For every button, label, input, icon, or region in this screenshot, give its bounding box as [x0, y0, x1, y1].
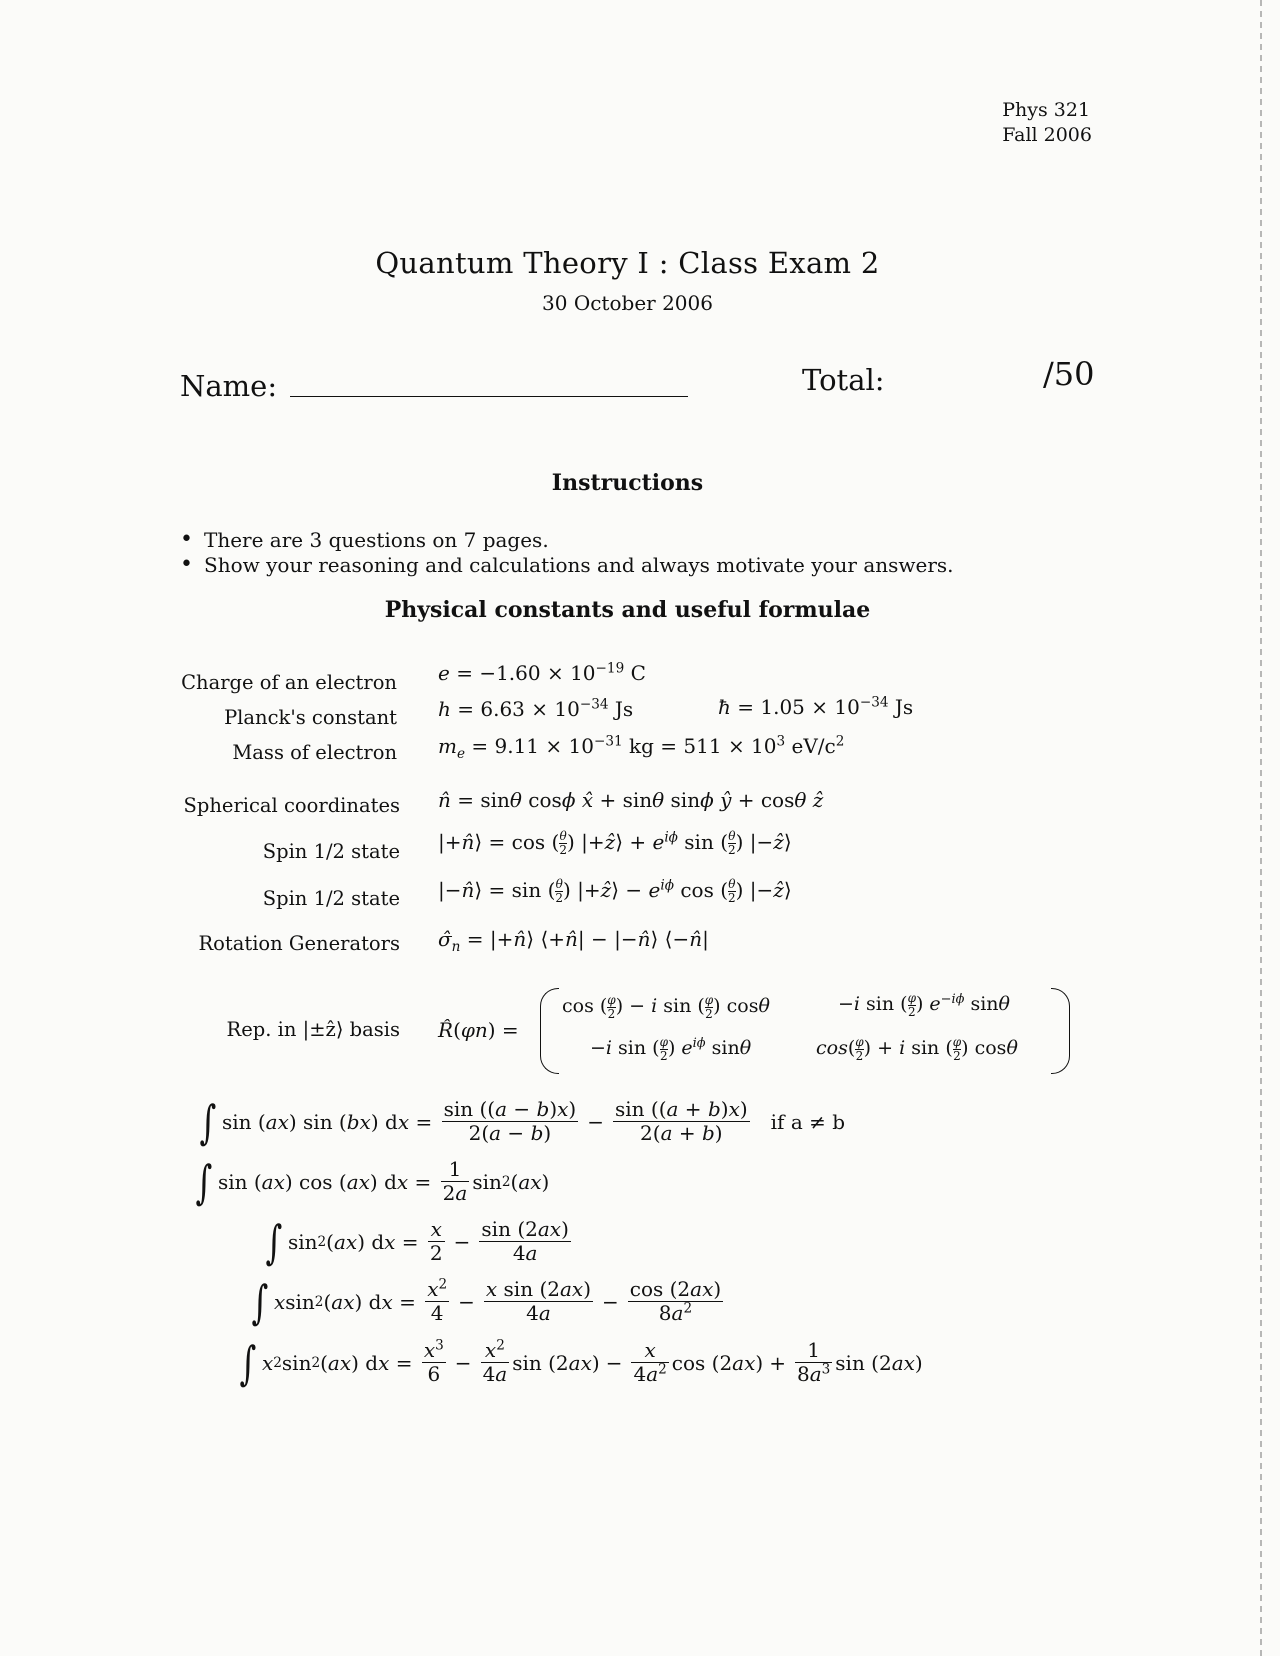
formula-planck-h: $h = 6.63 \times 10^{-34}$ Js — [438, 696, 634, 721]
instructions-list — [178, 528, 954, 578]
instruction-item: • Show your reasoning and calculations and always motivate your answers. — [178, 553, 954, 578]
label-charge: Charge of an electron — [181, 671, 397, 694]
formula-rotation: $\sigmâ_n$ = |+n̂⟩ ⟨+n̂| − |−n̂⟩ ⟨−n̂| — [438, 927, 709, 955]
exam-title: Quantum Theory I : Class Exam 2 — [375, 246, 880, 280]
integral-sign-icon: ∫ — [265, 1214, 283, 1269]
integral-sign-icon: ∫ — [239, 1335, 257, 1390]
label-spin-down: Spin 1/2 state — [262, 887, 400, 910]
instruction-item: • There are 3 questions on 7 pages. — [178, 528, 954, 553]
label-rotation: Rotation Generators — [198, 932, 400, 955]
matrix-cell-11: cos ( $\frac{\varphi}{2}$ ) − i sin ( $\frac{\varphi}{2}$ ) cosθ — [562, 993, 770, 1021]
label-planck: Planck's constant — [224, 706, 397, 729]
constants-heading: Physical constants and useful formulae — [384, 597, 871, 623]
integral-sign-icon: ∫ — [199, 1094, 217, 1149]
formula-planck-hbar: ħ = $1.05 \times 10^{-34}$ Js — [718, 694, 914, 719]
matrix-right-paren — [1051, 988, 1070, 1074]
total-label: Total: — [802, 363, 885, 397]
matrix-cell-22: cos( $\frac{\varphi}{2}$ ) + i sin ( $\frac{\varphi}{2}$ ) cosθ — [816, 1035, 1018, 1063]
integral-x2-sin-squared: ∫ x 2 sin 2 ( ax ) d x = $\frac{x^3}{6}$ − $\frac{x^2}{4a}$ sin (2 ax ) − $\frac{x}{4a^2}$ cos (2 ax ) + $\frac{1}{8a^3}$ sin (2 ax ) — [239, 1335, 923, 1390]
label-spin-up: Spin 1/2 state — [262, 840, 400, 863]
course-code: Phys 321 — [1002, 99, 1091, 121]
label-mass: Mass of electron — [232, 741, 397, 764]
name-label: Name: — [180, 369, 278, 403]
formula-mass: $m_e = 9.11 \times 10^{-31}$ kg = $511 \times 10^3$ $eV/c^2$ — [438, 733, 845, 762]
formula-spin-up: |+n̂⟩ = cos ( $\frac{\theta}{2}$ ) |+ẑ⟩ + $e^{i\phi}$ sin ( $\frac{\theta}{2}$ ) |−ẑ⟩ — [438, 829, 792, 857]
formula-rep-lhs: R̂(φn) = — [438, 1018, 519, 1042]
label-spherical: Spherical coordinates — [183, 794, 400, 817]
integral-sign-icon: ∫ — [251, 1274, 269, 1329]
integral-sin-cos: ∫ sin ( ax ) cos ( ax ) d x = $\frac{1}{2a}$ sin 2 ( ax ) — [195, 1154, 550, 1209]
integral-sin-sin: ∫ sin ( ax ) sin ( bx ) d x = $\frac{\sin ((a - b)x)}{2(a - b)}$ − $\frac{\sin ((a + b)x)}{2(a + b)}$ if a ≠ b — [199, 1094, 846, 1149]
total-score: /50 — [1043, 355, 1095, 393]
exam-date: 30 October 2006 — [542, 291, 713, 315]
formula-spin-down: |−n̂⟩ = sin ( $\frac{\theta}{2}$ ) |+ẑ⟩ − $e^{i\phi}$ cos ( $\frac{\theta}{2}$ ) |−ẑ⟩ — [438, 877, 792, 905]
matrix-cell-21: −i sin ( $\frac{\varphi}{2}$ ) $e^{i\phi}$ sinθ — [590, 1035, 752, 1063]
course-term: Fall 2006 — [1002, 124, 1092, 146]
integral-condition: if a ≠ b — [770, 1109, 846, 1134]
instructions-heading: Instructions — [551, 470, 704, 496]
integral-sign-icon: ∫ — [195, 1154, 213, 1209]
label-rep: Rep. in |±ẑ⟩ basis — [226, 1018, 400, 1041]
integral-sin-squared: ∫ sin 2 ( ax ) d x = $\frac{x}{2}$ − $\frac{\sin (2ax)}{4a}$ — [265, 1214, 569, 1269]
matrix-left-paren — [540, 988, 559, 1074]
integral-x-sin-squared: ∫ x sin 2 ( ax ) d x = $\frac{x^2}{4}$ − $\frac{\text{x sin (2ax)}}{4a}$ − $\frac{\cos (2ax)}{8a^2}$ — [251, 1274, 722, 1329]
matrix-cell-12: −i sin ( $\frac{\varphi}{2}$ ) $e^{-i\phi}$ sinθ — [838, 991, 1010, 1019]
rotation-matrix — [540, 988, 1070, 1076]
formula-spherical: n̂ = sinθ cosϕ x̂ + sinθ sinϕ ŷ + cosθ ẑ — [438, 788, 824, 812]
formula-charge: $e = -1.60 \times 10^{-19}$ C — [438, 660, 646, 685]
course-info — [1002, 98, 1092, 148]
name-blank-line[interactable] — [290, 396, 688, 397]
scan-edge-marks — [1260, 0, 1262, 1656]
